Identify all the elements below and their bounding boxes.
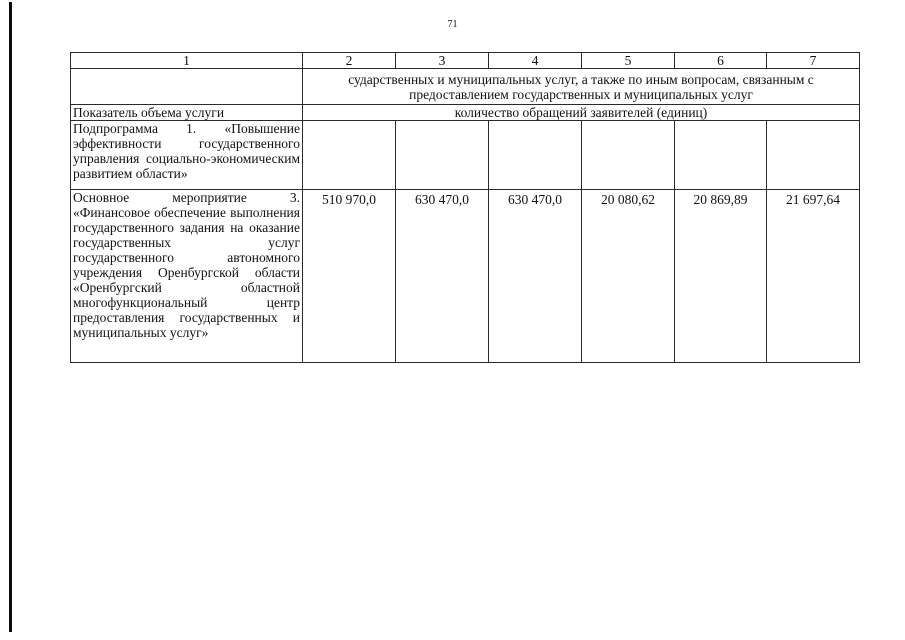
column-header: 3 <box>396 53 489 69</box>
empty-cell <box>675 121 767 190</box>
column-header: 7 <box>767 53 860 69</box>
indicator-row <box>71 105 860 121</box>
value-cell: 20 869,89 <box>675 190 767 363</box>
value-cell: 20 080,62 <box>582 190 675 363</box>
continuation-row <box>71 69 860 105</box>
value-cell: 510 970,0 <box>303 190 396 363</box>
continuation-text: сударственных и муниципальных услуг, а также по иным вопросам, связанным с предоставлением государственных и муниципальных услуг <box>303 69 860 105</box>
empty-cell <box>582 121 675 190</box>
indicator-units: количество обращений заявителей (единиц) <box>303 105 860 121</box>
subprogram-title: Подпрограмма 1. «Повышение эффективности государственного управления социально-экономическим развитием области» <box>71 121 303 190</box>
value-cell: 630 470,0 <box>489 190 582 363</box>
column-header: 6 <box>675 53 767 69</box>
empty-cell <box>767 121 860 190</box>
page-binding-edge <box>9 2 12 632</box>
empty-cell <box>489 121 582 190</box>
subprogram-row <box>71 121 860 190</box>
column-header: 1 <box>71 53 303 69</box>
empty-cell <box>303 121 396 190</box>
empty-cell <box>396 121 489 190</box>
value-cell: 630 470,0 <box>396 190 489 363</box>
event-row <box>71 190 860 363</box>
indicator-label: Показатель объема услуги <box>71 105 303 121</box>
page-number: 71 <box>447 19 458 30</box>
column-header: 2 <box>303 53 396 69</box>
indicator-table <box>70 52 860 363</box>
empty-cell <box>71 69 303 105</box>
column-number-row <box>71 53 860 69</box>
column-header: 5 <box>582 53 675 69</box>
column-header: 4 <box>489 53 582 69</box>
event-title: Основное мероприятие 3. «Финансовое обеспечение выполнения государственного задания на оказание государственных услуг государственного автономного учреждения Оренбургской области «Оренбургский областной многофункциональный центр предоставления государственных и муниципальных услуг» <box>71 190 303 363</box>
value-cell: 21 697,64 <box>767 190 860 363</box>
